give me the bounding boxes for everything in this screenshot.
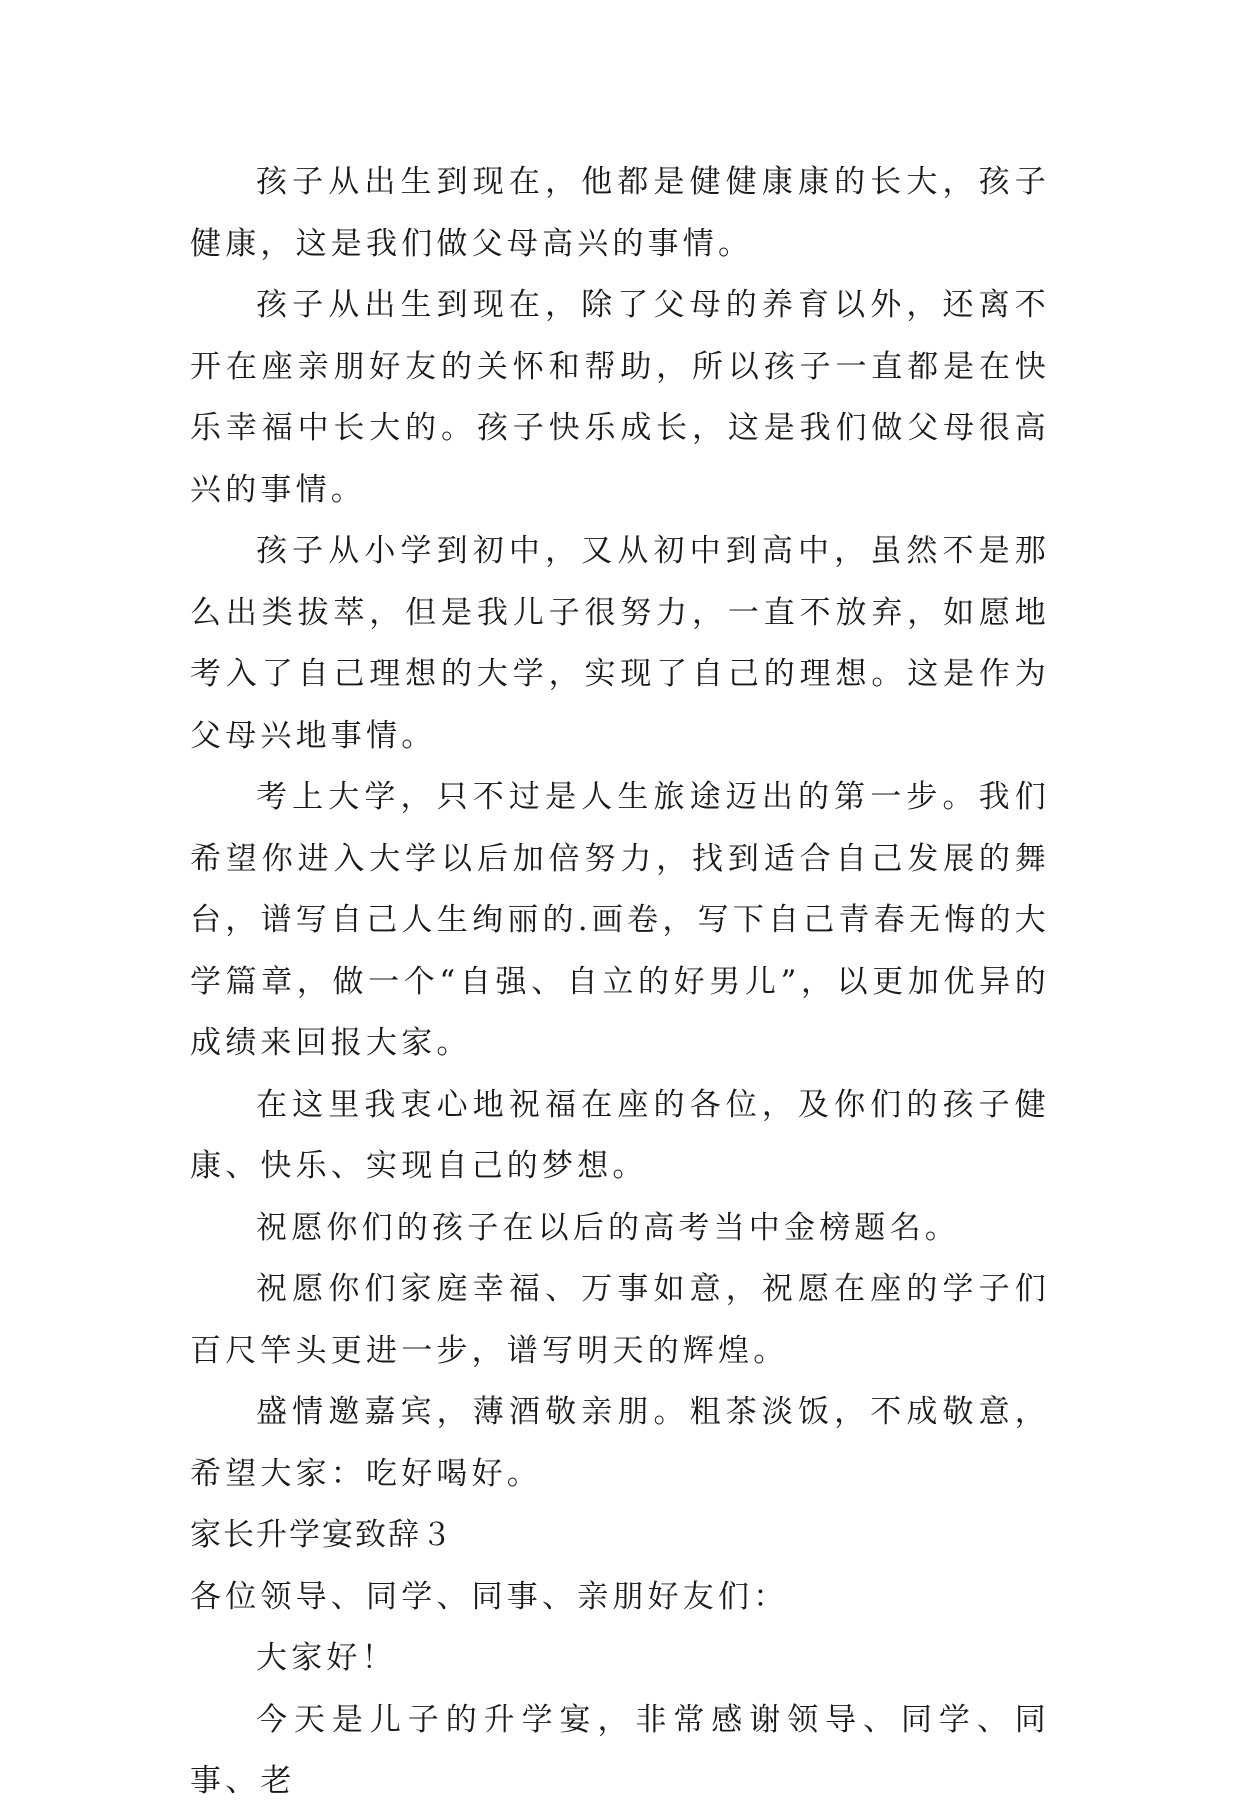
salutation: 各位领导、同学、同事、亲朋好友们： bbox=[190, 1578, 789, 1615]
document-body bbox=[190, 152, 1050, 1813]
paragraph-toast: 盛情邀嘉宾，薄酒敬亲朋。粗茶淡饭，不成敬意，希望大家：吃好喝好。 bbox=[190, 1394, 1050, 1492]
paragraph-blessing-guests: 在这里我衷心地祝福在座的各位，及你们的孩子健康、快乐、实现自己的梦想。 bbox=[190, 1086, 1050, 1184]
paragraph-first-step: 考上大学，只不过是人生旅途迈出的第一步。我们希望你进入大学以后加倍努力，找到适合自己发展的舞台，谱写自己人生绚丽的.画卷，写下自己青春无悔的大学篇章，做一个“自强、自立的好男儿”，以更加优异的成绩来回报大家。 bbox=[190, 779, 1050, 1061]
paragraph-family-wish: 祝愿你们家庭幸福、万事如意，祝愿在座的学子们百尺竿头更进一步，谱写明天的辉煌。 bbox=[190, 1271, 1050, 1369]
section-heading: 家长升学宴致辞３ bbox=[190, 1517, 454, 1553]
paragraph-exam-wish: 祝愿你们的孩子在以后的高考当中金榜题名。 bbox=[256, 1209, 960, 1246]
paragraph-university-admission: 孩子从小学到初中，又从初中到高中，虽然不是那么出类拔萃，但是我儿子很努力，一直不放弃，如愿地考入了自己理想的大学，实现了自己的理想。这是作为父母兴地事情。 bbox=[190, 533, 1050, 754]
paragraph-health: 孩子从出生到现在，他都是健健康康的长大，孩子健康，这是我们做父母高兴的事情。 bbox=[190, 164, 1050, 262]
paragraph-friends-care: 孩子从出生到现在，除了父母的养育以外，还离不开在座亲朋好友的关怀和帮助，所以孩子一直都是在快乐幸福中长大的。孩子快乐成长，这是我们做父母很高兴的事情。 bbox=[190, 287, 1050, 508]
greeting: 大家好！ bbox=[256, 1640, 397, 1676]
paragraph-opening: 今天是儿子的升学宴，非常感谢领导、同学、同事、老 bbox=[190, 1701, 1050, 1799]
